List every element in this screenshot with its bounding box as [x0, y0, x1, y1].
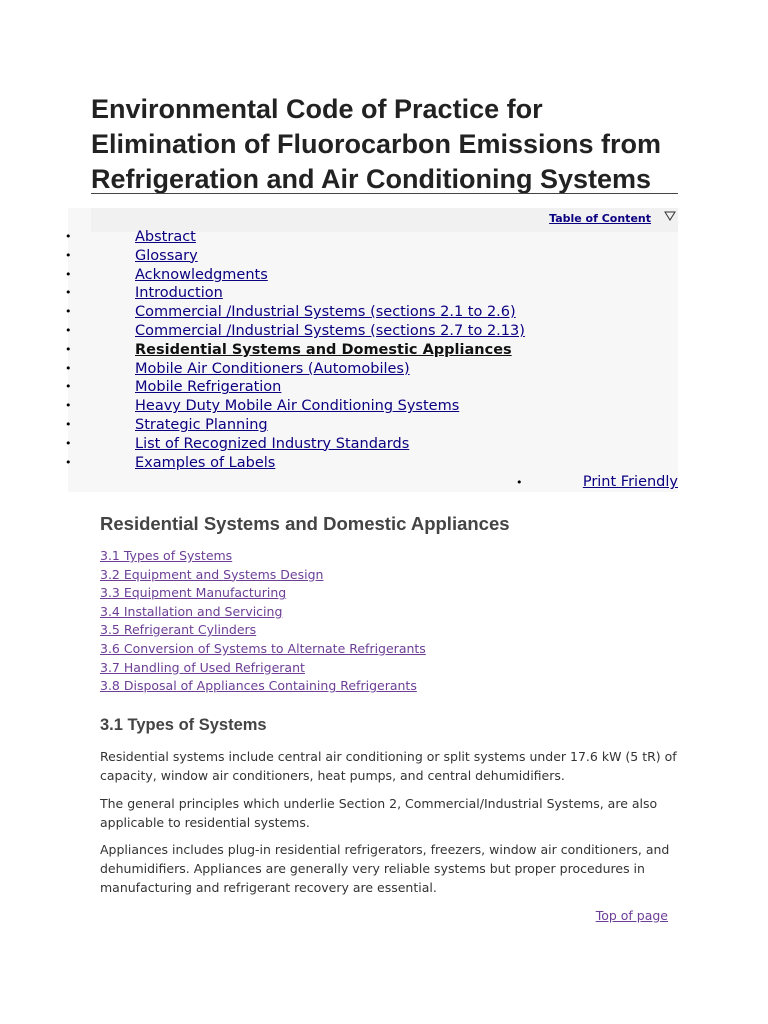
bullet: •: [65, 342, 72, 356]
section-title: Residential Systems and Domestic Appliances: [100, 513, 510, 534]
bullet: •: [65, 323, 72, 337]
toc-link-commercial-2-1-to-2-6[interactable]: Commercial /Industrial Systems (sections 2.1 to 2.6): [135, 304, 516, 321]
bullet: •: [65, 286, 72, 300]
title-divider: [91, 193, 678, 194]
subsection-link-3-8[interactable]: 3.8 Disposal of Appliances Containing Refrigerants: [100, 678, 417, 694]
toc-link-introduction[interactable]: Introduction: [135, 285, 223, 302]
toc-link-examples-of-labels[interactable]: Examples of Labels: [135, 454, 276, 471]
toc-link-strategic-planning[interactable]: Strategic Planning: [135, 416, 268, 433]
subsection-link-3-6[interactable]: 3.6 Conversion of Systems to Alternate Refrigerants: [100, 640, 426, 656]
subsection-link-3-4[interactable]: 3.4 Installation and Servicing: [100, 603, 283, 619]
toc-link-acknowledgments[interactable]: Acknowledgments: [135, 266, 268, 283]
bullet: •: [65, 305, 72, 319]
bullet: •: [65, 230, 72, 243]
toc-link-mobile-refrigeration[interactable]: Mobile Refrigeration: [135, 379, 282, 396]
subsection-link-3-1[interactable]: 3.1 Types of Systems: [100, 548, 233, 563]
subsection-list: [100, 547, 426, 696]
toc-link-industry-standards[interactable]: List of Recognized Industry Standards: [135, 435, 410, 452]
subsection-link-3-7[interactable]: 3.7 Handling of Used Refrigerant: [100, 659, 305, 675]
print-friendly-link[interactable]: Print Friendly: [582, 474, 678, 490]
subsection-link-3-3[interactable]: 3.3 Equipment Manufacturing: [100, 585, 287, 601]
paragraph-residential-systems: Residential systems include central air conditioning or split systems under 17.6 kW (5 tR) of capacity, window air conditioners, heat pumps, and central dehumidifiers.: [100, 749, 677, 783]
triangle-down-icon[interactable]: [664, 210, 676, 222]
list-item: [100, 566, 426, 585]
toc-link-residential-current[interactable]: Residential Systems and Domestic Appliances: [135, 341, 512, 358]
toc-link-abstract[interactable]: Abstract: [135, 229, 196, 245]
toc-link-mobile-air-conditioners[interactable]: Mobile Air Conditioners (Automobiles): [135, 360, 410, 377]
subsection-link-3-5[interactable]: 3.5 Refrigerant Cylinders: [100, 622, 257, 638]
bullet: •: [65, 436, 72, 450]
page-title: Environmental Code of Practice for Elimination of Fluorocarbon Emissions from Refrigeration and Air Conditioning Systems: [91, 94, 662, 194]
bullet: •: [65, 361, 72, 375]
paragraph-appliances: Appliances includes plug-in residential refrigerators, freezers, window air conditioners, and dehumidifiers. Appliances are generally very reliable systems but proper procedures in manufacturing and refrigerant recovery are essential.: [100, 842, 670, 895]
bullet: •: [65, 380, 72, 394]
list-item: [100, 677, 426, 696]
bullet: •: [65, 455, 72, 469]
list-item: [100, 584, 426, 603]
toc-link-heavy-duty[interactable]: Heavy Duty Mobile Air Conditioning Systems: [135, 398, 460, 415]
bullet: •: [65, 399, 72, 413]
subsection-link-3-2[interactable]: 3.2 Equipment and Systems Design: [100, 566, 324, 582]
list-item: [100, 547, 426, 566]
toc-link-glossary[interactable]: Glossary: [135, 247, 198, 264]
bullet: •: [65, 417, 72, 431]
toc-header-link[interactable]: Table of Content: [549, 212, 651, 225]
list-item: [100, 640, 426, 659]
bullet: •: [65, 248, 72, 262]
list-item: [100, 659, 426, 678]
bullet: •: [65, 267, 72, 281]
toc-link-commercial-2-7-to-2-13[interactable]: Commercial /Industrial Systems (sections 2.7 to 2.13): [135, 322, 525, 339]
subsection-heading: 3.1 Types of Systems: [100, 716, 267, 734]
paragraph-general-principles: The general principles which underlie Section 2, Commercial/Industrial Systems, are also applicable to residential systems.: [100, 796, 658, 830]
bullet: •: [516, 476, 523, 489]
list-item: [100, 621, 426, 640]
top-of-page-link[interactable]: Top of page: [595, 908, 668, 923]
list-item: [100, 603, 426, 622]
